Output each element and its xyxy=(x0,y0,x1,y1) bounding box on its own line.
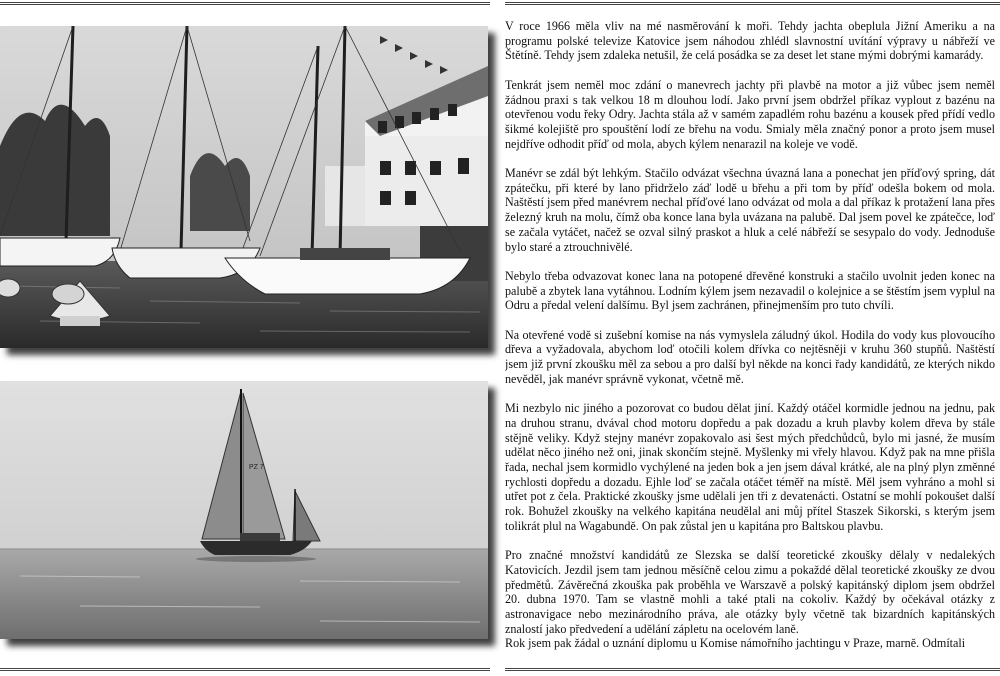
paragraph: Manévr se zdál být lehkým. Stačilo odvázat všechna úvazná lana a ponechat jen příďový spring, dát zpátečku, při které by lano přidrželo záď lodě u břehu a při tom by příď odešla bokem od mola. Naštěstí jsem před manévrem nechal příďové lano odvázat od mola a dal příkaz k protažení lana přes železný kruh na molu, čímž oba konce lana byla uvázana na palubě. Dal jsem povel ke zpátečce, loď se začala vytáčet, načež se ozval silný praskot a hluk a celé nábřeží se sesypalo do vody. Jednoduše bylo staré a ztrouchnivělé. xyxy=(505,166,995,254)
article-text xyxy=(505,19,995,664)
sailing-yacht-photo xyxy=(0,381,488,639)
harbor-photo xyxy=(0,26,488,348)
bottom-rule-right xyxy=(505,668,1000,671)
bottom-rule-left xyxy=(0,668,490,671)
paragraph: Na otevřené vodě si zušební komise na nás vymyslela záludný úkol. Hodila do vody kus plovoucího dřeva a vyžadovala, abychom loď otočili kolem dřívka co nejtěsněji v kruhu 360 stupňů. Naštěstí jsem již první zkoušku měl za sebou a pro další byl někde na konci řady kandidátů, ze kterých nikdo nevěděl, jak manévr správně vykonat, včetně mě. xyxy=(505,327,995,386)
top-rule-left xyxy=(0,2,490,5)
paragraph: V roce 1966 měla vliv na mé nasměrování k moři. Tehdy jachta obeplula Jižní Ameriku a na programu polské televize Katovice jsem náhodou zhlédl slavnostní uvítání výpravy u nábřeží ve Štětíně. Tehdy jsem zdaleka netušil, že celá posádka se za deset let stane mými dobrými kamarády. xyxy=(505,19,995,63)
paragraph: Mi nezbylo nic jiného a pozorovat co budou dělat jiní. Každý otáčel kormidle jednou na jednu, pak na druhou stranu, dvával chod motoru dopředu a pak dozadu a kruh plavby kolem dřeva by stále stějně veliky. Když stejny manévr zopakovalo asi šest mých předchůdců, bylo mi jasné, že musím udělat něco jiného než oni, jinak skončím stejně. Myšlenky mi vřely hlavou. Když pak na mne přišla řada, nechal jsem kormidlo vychýlené na jeden bok a jen jsem dával krátké, ale na plný plyn změnné rychlosti dopředu a dozadu. Ejhle loď se začala otáčet téměř na místě. Měl jsem vyhráno a mohl si utřet pot z čela. Praktické zkoušky jsme udělali jen tři z devatenácti. Ostatní se mohlí pokoušet další rok. Bohužel zkoušky na velkého kapitána neudělal ani můj přítel Staszek Sikorski, s kterým jsem tolikrát plul na Wagabundě. On pak zůstal jen u kapitána pro Baltskou plavbu. xyxy=(505,401,995,533)
paragraph: Tenkrát jsem neměl moc zdání o manevrech jachty při plavbě na motor a již vůbec jsem neměl žádnou praxi s tak velkou 18 m dlouhou lodí. Jako první jsem obdržel příkaz vyplout z bazénu na otevřenou vodu řeky Odry. Jachta stála až v samém zapadlém rohu bazénu a kousek před přídí vedlo šikmé kolejiště pro spouštění lodí ze břehu na vodu. Smialy měla značný ponor a proto jsem musel nejdříve odhodit příď od mola, abych kýlem nenarazil na koleje ve vodě. xyxy=(505,77,995,151)
paragraph-continued: Rok jsem pak žádal o uznání diplomu u Komise námořního jachtingu v Praze, marně. Odmítali xyxy=(505,636,966,651)
sail-number: PZ 7 xyxy=(249,464,264,471)
paragraph: Nebylo třeba odvazovat konec lana na potopené dřevěné konstruki a stačilo uvolnit jeden konec na palubě a zbytek lana vytáhnou. Lodním kýlem jsem nezavadil o kolejnice a se štěstím jsem vyplul na Odru a předal velení dalšímu. Byl jsem zachránen, přinejmenším pro tuto chvíli. xyxy=(505,268,995,313)
top-rule-right xyxy=(505,2,1000,5)
paragraph: Pro značné množství kandidátů ze Slezska se další teoretické zkoušky dělaly v nedalekých Katovicích. Jezdil jsem tam jednou měsíčně celou zimu a pokaždé dělal teoretické zkoušky ze dvou předmětů. Závěrečná zkouška pak proběhla ve Warszavě a polský kapitánský diplom jsem obdržel 20. dubna 1970. Tam se vlastně mohli a také ptali na cokoliv. Každý by očekával otázky z astronavigace nebo mezinárodního práva, ale otázky byly včetně tak bizardních kapitánských znalostí jako předvedení a udělání zápletu na ocelovém laně. xyxy=(505,548,995,636)
